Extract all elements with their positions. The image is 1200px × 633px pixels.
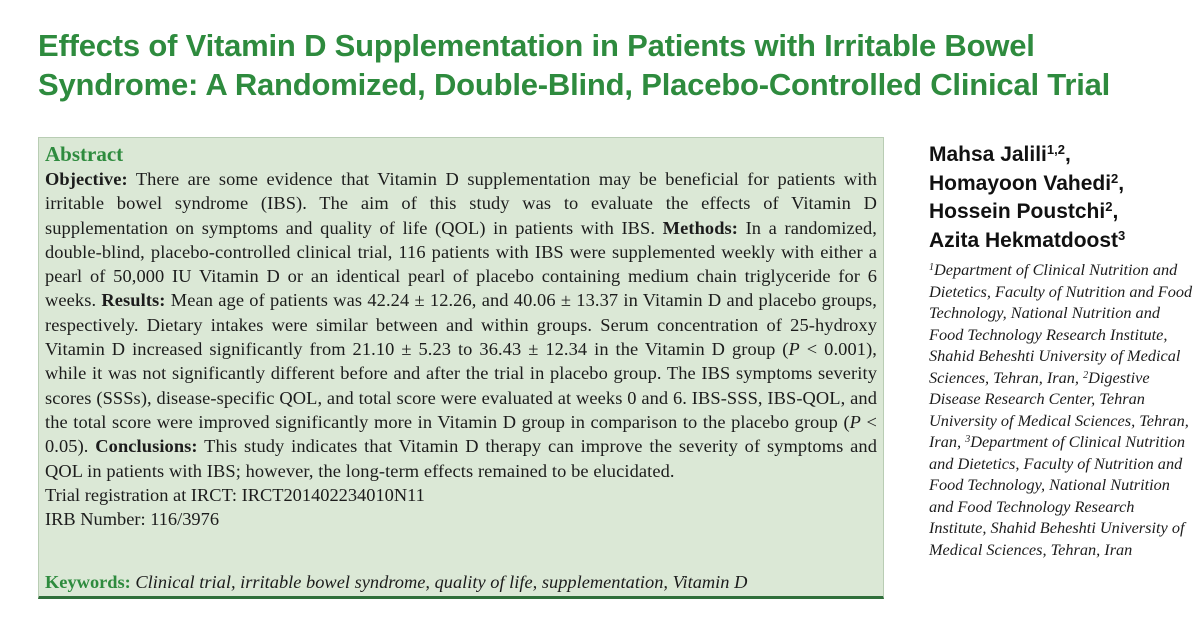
author-list	[929, 141, 1194, 255]
abstract-heading: Abstract	[45, 142, 124, 166]
author-separator: ,	[1112, 200, 1119, 223]
objective-label: Objective:	[45, 169, 128, 189]
author-name: Hossein Poustchi	[929, 200, 1106, 223]
author-item	[929, 141, 1194, 170]
methods-label: Methods:	[662, 217, 739, 238]
results-p-value-symbol-1: P	[788, 339, 800, 360]
author-item	[929, 227, 1194, 256]
trial-registration: Trial registration at IRCT: IRCT201402234010N11	[45, 484, 425, 505]
affiliation-text-3: Department of Clinical Nutrition and Dietetics, Faculty of Nutrition and Food Technology, National Nutrition and Food Technology Research Institute, Shahid Beheshti University of Medical Sciences, Tehran, Iran	[929, 432, 1186, 559]
affiliation-text-1: Department of Clinical Nutrition and Dietetics, Faculty of Nutrition and Food Technology, National Nutrition and Food Technology Research Institute, Shahid Beheshti University of Medical Sciences, Tehran, Iran,	[929, 260, 1193, 387]
keywords-text: Clinical trial, irritable bowel syndrome, quality of life, supplementation, Vitamin D	[130, 572, 748, 592]
affiliation-marker-1: 1	[929, 262, 934, 273]
author-affiliation-marker: 2	[1105, 199, 1113, 214]
abstract-body	[45, 167, 877, 483]
author-name: Homayoon Vahedi	[929, 171, 1112, 195]
results-text-3: < 0.05).	[45, 411, 877, 457]
results-text-2: < 0.001), while it was not significantly different before and after the trial in placebo group. The IBS symptoms severity scores (SSSs), disease-specific QOL, and total score were evaluated at weeks 0 and 6. IBS-SSS, IBS-QOL, and the total score were improved significantly more in Vitamin D group in comparison to the placebo group (	[45, 339, 877, 432]
author-separator: ,	[1064, 143, 1071, 166]
affiliation-text-2: Digestive Disease Research Center, Tehran University of Medical Sciences, Tehran, Iran,	[929, 367, 1189, 451]
author-name: Mahsa Jalili	[929, 143, 1047, 166]
affiliation-marker-2: 2	[1083, 369, 1089, 381]
author-affiliation-marker: 3	[1118, 227, 1126, 243]
affiliation-marker-3: 3	[965, 434, 971, 445]
keywords	[45, 570, 747, 594]
paper-title: Effects of Vitamin D Supplementation in Patients with Irritable Bowel Syndrome: A Randomized, Double-Blind, Placebo-Controlled Clinical Trial	[38, 28, 1111, 102]
methods-text: In a randomized, double-blind, placebo-controlled clinical trial, 116 patients with IBS were supplemented weekly with either a pearl of 50,000 IU Vitamin D or an identical pearl of placebo containing medium chain triglyceride for 6 weeks.	[45, 217, 877, 311]
author-item	[929, 170, 1194, 199]
results-text-1: Mean age of patients was 42.24 ± 12.26, and 40.06 ± 13.37 in Vitamin D and placebo groups, respectively. Dietary intakes were similar between and within groups. Serum concentration of 25-hydroxy Vitamin D increased significantly from 21.10 ± 5.23 to 36.43 ± 12.34 in the Vitamin D group (	[45, 290, 878, 360]
keywords-label: Keywords:	[45, 572, 131, 592]
author-separator: ,	[1118, 171, 1125, 195]
author-item	[929, 198, 1194, 227]
conclusions-label: Conclusions:	[95, 436, 198, 457]
irb-number: IRB Number: 116/3976	[45, 509, 220, 530]
abstract-box	[38, 137, 884, 599]
results-p-value-symbol-2: P	[849, 411, 862, 432]
objective-text: There are some evidence that Vitamin D supplementation may be beneficial for patients with irritable bowel syndrome (IBS). The aim of this study was to evaluate the effects of Vitamin D supplementation on symptoms and quality of life (QOL) in patients with IBS.	[45, 169, 877, 238]
results-label: Results:	[101, 290, 166, 311]
conclusions-text: This study indicates that Vitamin D therapy can improve the severity of symptoms and QOL in patients with IBS; however, the long-term effects remained to be elucidated.	[45, 436, 877, 481]
author-affiliation-marker: 2	[1111, 170, 1119, 186]
affiliations	[929, 259, 1194, 560]
author-name: Azita Hekmatdoost	[929, 228, 1119, 252]
author-affiliation-marker: 1,2	[1046, 142, 1065, 157]
